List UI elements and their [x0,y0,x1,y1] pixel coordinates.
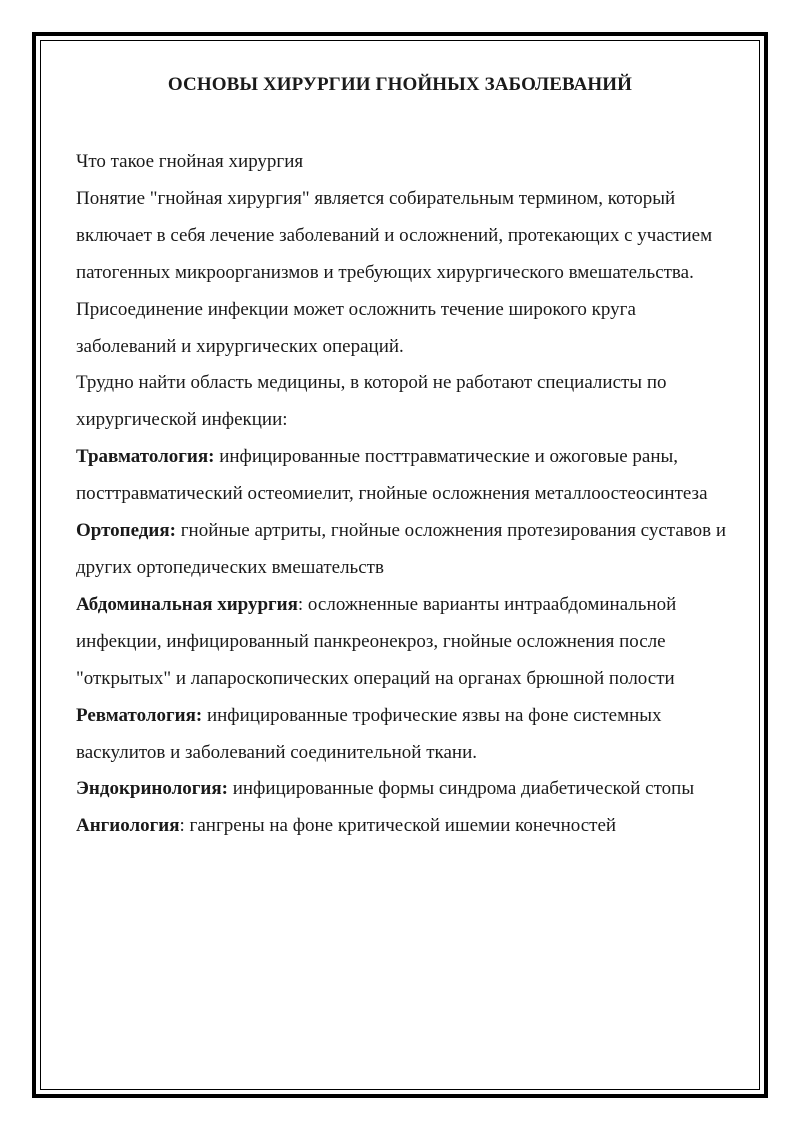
document-body [76,144,732,845]
section-term: Ангиология [76,815,180,837]
section-term: Абдоминальная хирургия [76,593,298,615]
subheading: Что такое гнойная хирургия [76,151,304,172]
section-term: Травматология: [76,446,215,468]
section-text: инфицированные формы синдрома диабетической стопы [227,778,695,800]
section-text: : осложненные варианты интраабдоминальной инфекции, инфицированный панкреонекроз, гнойные осложнения после "открытых" и лапароскопических операций на органах брюшной полости [76,593,677,689]
lead-paragraph: Трудно найти область медицины, в которой не работают специалисты по хирургической инфекции: [76,372,667,431]
section-endocrinology [76,771,732,808]
section-orthopedics [76,513,732,587]
intro-paragraph: Понятие "гнойная хирургия" является собирательным термином, который включает в себя лечение заболеваний и осложнений, протекающих с участием патогенных микроорганизмов и требующих хирургического вмешательства. Присоединение инфекции может осложнить течение широкого круга заболеваний и хирургических операций. [76,187,713,357]
section-text: инфицированные посттравматические и ожоговые раны, посттравматический остеомиелит, гнойные осложнения металлоостеосинтеза [76,446,708,505]
section-abdominal-surgery [76,587,732,698]
section-rheumatology [76,698,732,772]
section-traumatology [76,439,732,513]
section-text: : гангрены на фоне критической ишемии конечностей [179,815,617,837]
section-term: Ортопедия: [76,520,176,542]
document-title: ОСНОВЫ ХИРУРГИИ ГНОЙНЫХ ЗАБОЛЕВАНИЙ [167,74,633,95]
section-text: гнойные артриты, гнойные осложнения протезирования суставов и других ортопедических вмешательств [76,520,727,578]
section-angiology [76,808,732,845]
section-term: Ревматология: [76,704,203,726]
section-text: инфицированные трофические язвы на фоне системных васкулитов и заболеваний соединительной ткани. [76,704,662,763]
section-term: Эндокринология: [76,778,228,800]
